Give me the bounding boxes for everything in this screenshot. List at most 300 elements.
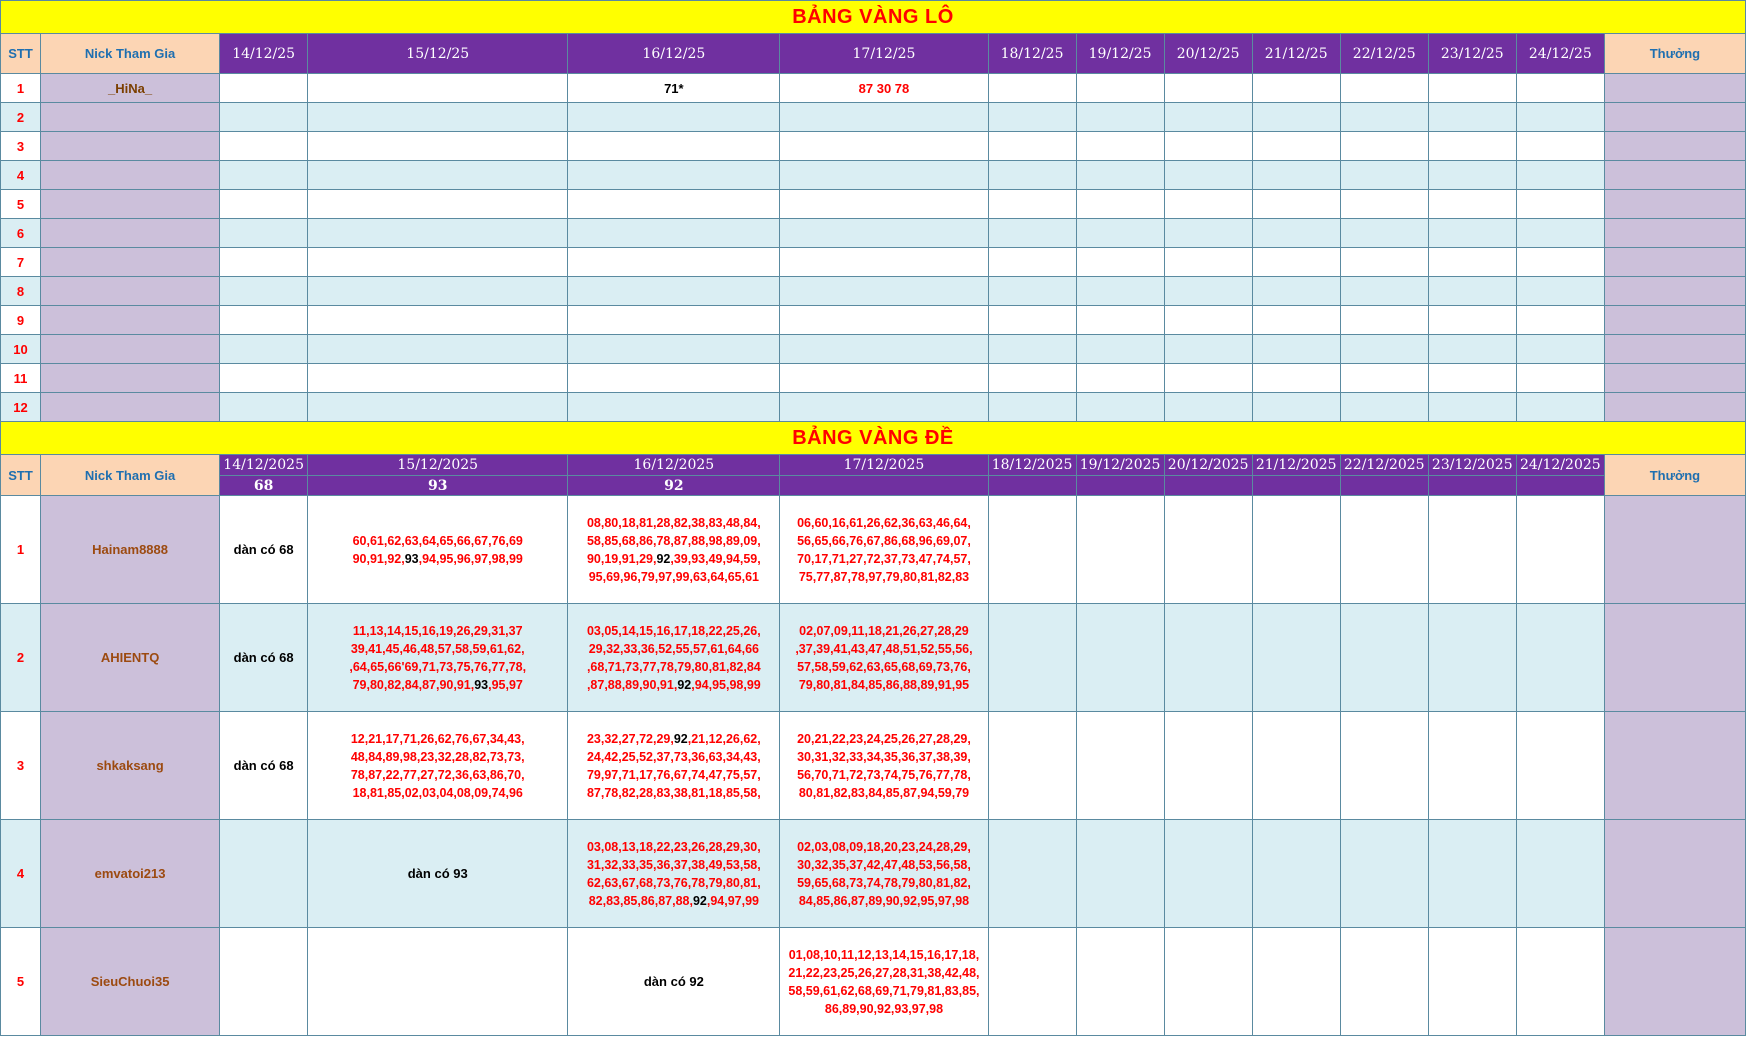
lo-row-cell[interactable]	[1076, 364, 1164, 393]
lo-row-cell[interactable]	[780, 393, 988, 422]
de-cell-15[interactable]	[308, 496, 568, 604]
lo-row-cell[interactable]	[1340, 74, 1428, 103]
lo-row-bonus	[1604, 306, 1745, 335]
de-header-stt: STT	[1, 455, 41, 496]
lo-header-date: 19/12/25	[1076, 34, 1164, 74]
de-title: BẢNG VÀNG ĐỀ	[1, 422, 1746, 455]
lo-row-bonus	[1604, 219, 1745, 248]
lo-row-cell[interactable]	[220, 306, 308, 335]
de-cell-19[interactable]	[1076, 496, 1164, 604]
lo-row-stt: 7	[1, 248, 41, 277]
lo-row	[1, 306, 1746, 335]
lo-row-cell[interactable]	[308, 248, 568, 277]
lo-row-cell[interactable]	[568, 306, 780, 335]
de-cell-16[interactable]	[568, 820, 780, 928]
lo-row-cell[interactable]	[780, 161, 988, 190]
lo-row-cell[interactable]	[308, 393, 568, 422]
de-cell-24[interactable]	[1516, 604, 1604, 712]
lo-row-cell[interactable]	[988, 190, 1076, 219]
lo-row-cell[interactable]	[1076, 277, 1164, 306]
de-body	[1, 496, 1746, 1036]
lo-row-cell[interactable]	[1252, 132, 1340, 161]
lo-row-bonus	[1604, 248, 1745, 277]
hit-number: 92	[692, 893, 707, 908]
lo-row-cell[interactable]	[1340, 335, 1428, 364]
lo-row-cell[interactable]	[1076, 132, 1164, 161]
lo-row-cell[interactable]	[1516, 103, 1604, 132]
lo-row-cell[interactable]	[1516, 161, 1604, 190]
lo-row-stt: 10	[1, 335, 41, 364]
lo-row-nick	[41, 306, 220, 335]
lo-row-cell[interactable]	[1516, 248, 1604, 277]
lo-row-cell[interactable]	[1516, 306, 1604, 335]
lo-row-cell[interactable]	[1164, 74, 1252, 103]
lo-row-cell[interactable]	[220, 161, 308, 190]
lo-row-cell[interactable]	[1428, 277, 1516, 306]
de-result: 93	[308, 476, 568, 496]
hit-number: 93	[474, 677, 489, 692]
lo-table	[0, 0, 1746, 422]
lo-row-cell[interactable]	[568, 364, 780, 393]
de-cell-22[interactable]	[1340, 820, 1428, 928]
lo-row-cell[interactable]	[568, 132, 780, 161]
de-row-nick: shkaksang	[41, 712, 220, 820]
de-row-stt: 1	[1, 496, 41, 604]
number-list: 08,80,18,81,28,82,38,83,48,84, 58,85,68,86,78,87,88,98,89,09, 90,19,91,29,	[586, 515, 761, 566]
de-cell-17[interactable]: 01,08,10,11,12,13,14,15,16,17,18, 21,22,23,25,26,27,28,31,38,42,48, 58,59,61,62,68,69,71,79,81,83,85, 86,89,90,92,93,97,98	[780, 928, 988, 1036]
de-header-bonus: Thưởng	[1604, 455, 1745, 496]
de-result	[780, 476, 988, 496]
de-cell-24[interactable]	[1516, 928, 1604, 1036]
lo-row-cell[interactable]	[988, 161, 1076, 190]
lo-row-cell[interactable]	[1076, 103, 1164, 132]
de-cell-15[interactable]	[308, 604, 568, 712]
de-cell-18[interactable]	[988, 496, 1076, 604]
lo-row-cell[interactable]	[1516, 364, 1604, 393]
lo-row-cell[interactable]	[1428, 132, 1516, 161]
lo-row-stt: 1	[1, 74, 41, 103]
lo-row-cell[interactable]	[988, 219, 1076, 248]
lo-row-cell[interactable]	[308, 364, 568, 393]
number-list: 60,61,62,63,64,65,66,67,76,69 90,91,92,	[352, 533, 523, 566]
lo-row	[1, 335, 1746, 364]
lo-row-cell[interactable]	[1076, 248, 1164, 277]
lo-row-cell[interactable]	[1252, 364, 1340, 393]
lo-row-cell[interactable]	[780, 364, 988, 393]
lo-row-cell[interactable]	[1076, 393, 1164, 422]
lo-title: BẢNG VÀNG LÔ	[1, 1, 1746, 34]
de-cell-21[interactable]	[1252, 820, 1340, 928]
lo-header-stt: STT	[1, 34, 41, 74]
hit-number: 92	[677, 677, 692, 692]
lo-row	[1, 190, 1746, 219]
lo-row-cell[interactable]	[1516, 190, 1604, 219]
lo-row-stt: 11	[1, 364, 41, 393]
lo-row-cell[interactable]	[1428, 74, 1516, 103]
lo-row-cell[interactable]	[780, 190, 988, 219]
lo-row-cell[interactable]	[308, 132, 568, 161]
lo-row-bonus	[1604, 132, 1745, 161]
lo-row-cell[interactable]	[1516, 335, 1604, 364]
lo-row-cell[interactable]	[220, 103, 308, 132]
lo-row-cell[interactable]	[1428, 219, 1516, 248]
de-result	[1164, 476, 1252, 496]
de-cell-19[interactable]	[1076, 928, 1164, 1036]
lo-row-cell[interactable]	[988, 393, 1076, 422]
lo-row-nick	[41, 248, 220, 277]
lo-row-cell[interactable]	[1340, 248, 1428, 277]
lo-row-cell[interactable]	[780, 103, 988, 132]
de-cell-22[interactable]	[1340, 712, 1428, 820]
de-result: 68	[220, 476, 308, 496]
de-row	[1, 496, 1746, 604]
de-result	[1516, 476, 1604, 496]
lo-row-cell[interactable]	[988, 364, 1076, 393]
de-cell-20[interactable]	[1164, 820, 1252, 928]
lo-row-bonus	[1604, 393, 1745, 422]
lo-header-date: 15/12/25	[308, 34, 568, 74]
lo-row-cell[interactable]	[1252, 74, 1340, 103]
lo-row-stt: 12	[1, 393, 41, 422]
de-header-date: 14/12/2025	[220, 455, 308, 476]
lo-row-cell[interactable]	[1164, 306, 1252, 335]
lo-row-cell[interactable]	[1428, 335, 1516, 364]
lo-row	[1, 219, 1746, 248]
de-result	[1252, 476, 1340, 496]
lo-row-cell[interactable]	[1076, 190, 1164, 219]
lo-row-cell[interactable]	[1516, 132, 1604, 161]
lo-row-cell[interactable]	[780, 219, 988, 248]
de-cell-19[interactable]	[1076, 604, 1164, 712]
lo-row-cell[interactable]	[568, 103, 780, 132]
de-cell-20[interactable]	[1164, 604, 1252, 712]
lo-row-cell[interactable]	[1516, 74, 1604, 103]
lo-row-cell[interactable]	[1340, 132, 1428, 161]
de-cell-23[interactable]	[1428, 928, 1516, 1036]
de-cell-14[interactable]	[220, 820, 308, 928]
number-list: ,95,97	[488, 677, 523, 692]
de-cell-20[interactable]	[1164, 712, 1252, 820]
lo-row	[1, 277, 1746, 306]
lo-header-date: 17/12/25	[780, 34, 988, 74]
de-cell-23[interactable]	[1428, 604, 1516, 712]
number-list: ,94,95,96,97,98,99	[418, 551, 523, 566]
lo-row-cell[interactable]	[1252, 306, 1340, 335]
lo-row-cell[interactable]	[1428, 393, 1516, 422]
lo-header-date: 23/12/25	[1428, 34, 1516, 74]
de-cell-24[interactable]	[1516, 496, 1604, 604]
lo-row	[1, 161, 1746, 190]
lo-row-cell[interactable]	[1076, 161, 1164, 190]
lo-row	[1, 103, 1746, 132]
lo-row-cell[interactable]	[988, 248, 1076, 277]
de-header-date: 17/12/2025	[780, 455, 988, 476]
lo-row-nick	[41, 277, 220, 306]
de-header-date: 15/12/2025	[308, 455, 568, 476]
de-row-bonus	[1604, 496, 1745, 604]
de-cell-23[interactable]	[1428, 820, 1516, 928]
lo-row-cell[interactable]	[988, 74, 1076, 103]
lo-row-cell[interactable]	[780, 306, 988, 335]
de-row-bonus	[1604, 820, 1745, 928]
lo-row-cell[interactable]	[1164, 161, 1252, 190]
lo-row-cell[interactable]	[308, 306, 568, 335]
lo-row-cell[interactable]	[568, 190, 780, 219]
de-row-stt: 5	[1, 928, 41, 1036]
lo-row-cell[interactable]	[1076, 335, 1164, 364]
lo-row-nick	[41, 190, 220, 219]
lo-row-stt: 4	[1, 161, 41, 190]
lo-row-cell[interactable]	[308, 161, 568, 190]
de-cell-17[interactable]: 06,60,16,61,26,62,36,63,46,64, 56,65,66,76,67,86,68,96,69,07, 70,17,71,27,72,37,73,47,74,57, 75,77,87,78,97,79,80,81,82,83	[780, 496, 988, 604]
de-cell-22[interactable]	[1340, 604, 1428, 712]
lo-row-cell[interactable]	[220, 190, 308, 219]
lo-row-cell[interactable]	[568, 335, 780, 364]
de-cell-21[interactable]	[1252, 928, 1340, 1036]
lo-row-cell[interactable]	[1340, 277, 1428, 306]
lo-header-bonus: Thưởng	[1604, 34, 1745, 74]
de-cell-14[interactable]: dàn có 68	[220, 604, 308, 712]
de-row	[1, 928, 1746, 1036]
de-result: 92	[568, 476, 780, 496]
de-row-nick: SieuChuoi35	[41, 928, 220, 1036]
lo-row-cell[interactable]	[220, 335, 308, 364]
de-cell-21[interactable]	[1252, 496, 1340, 604]
de-cell-20[interactable]	[1164, 928, 1252, 1036]
de-header-date: 22/12/2025	[1340, 455, 1428, 476]
lo-header-date: 20/12/25	[1164, 34, 1252, 74]
lo-row-nick	[41, 219, 220, 248]
lo-body	[1, 74, 1746, 422]
lo-row-cell[interactable]	[568, 161, 780, 190]
de-cell-16[interactable]	[568, 496, 780, 604]
lo-row-nick	[41, 393, 220, 422]
lo-row-cell[interactable]	[1340, 219, 1428, 248]
lo-row-cell[interactable]	[1164, 277, 1252, 306]
de-cell-24[interactable]	[1516, 712, 1604, 820]
lo-row-cell[interactable]	[1164, 248, 1252, 277]
de-cell-22[interactable]	[1340, 496, 1428, 604]
de-cell-16[interactable]	[568, 604, 780, 712]
de-cell-16[interactable]: dàn có 92	[568, 928, 780, 1036]
de-header-nick: Nick Tham Gia	[41, 455, 220, 496]
lo-row-cell[interactable]	[988, 103, 1076, 132]
lo-row-cell[interactable]	[780, 248, 988, 277]
lo-row-bonus	[1604, 277, 1745, 306]
number-list: 23,32,27,72,29,	[586, 731, 674, 746]
lo-row-cell[interactable]	[988, 306, 1076, 335]
lo-row	[1, 364, 1746, 393]
de-cell-23[interactable]	[1428, 712, 1516, 820]
lo-row-cell[interactable]	[220, 393, 308, 422]
lo-row-cell[interactable]	[308, 103, 568, 132]
de-cell-19[interactable]	[1076, 712, 1164, 820]
de-header-date: 16/12/2025	[568, 455, 780, 476]
lo-row-cell[interactable]	[1252, 393, 1340, 422]
lo-row-cell[interactable]	[1340, 393, 1428, 422]
de-cell-16[interactable]	[568, 712, 780, 820]
lo-row-cell[interactable]	[220, 74, 308, 103]
number-list: 03,08,13,18,22,23,26,28,29,30, 31,32,33,35,36,37,38,49,53,58, 62,63,67,68,73,76,78,79,80,81, 82,83,85,86,87,88,	[586, 839, 761, 908]
number-list: 12,21,17,71,26,62,76,67,34,43, 48,84,89,98,23,32,28,82,73,73, 78,87,22,77,27,72,36,63,86,70, 18,81,85,02,03,04,08,09,74,96	[350, 731, 525, 800]
de-header-date: 23/12/2025	[1428, 455, 1516, 476]
lo-row-cell[interactable]	[1428, 306, 1516, 335]
lo-row-cell[interactable]: 71*	[568, 74, 780, 103]
lo-row-nick	[41, 103, 220, 132]
lo-row-cell[interactable]	[1340, 190, 1428, 219]
de-cell-15[interactable]: dàn có 93	[308, 820, 568, 928]
de-row	[1, 712, 1746, 820]
lo-row-cell[interactable]	[780, 277, 988, 306]
number-list: ,21,12,26,62, 24,42,25,52,37,73,36,63,34,43, 79,97,71,17,76,67,74,47,75,57, 87,78,82,28,83,38,81,18,85,58,	[586, 731, 761, 800]
de-cell-14[interactable]	[220, 928, 308, 1036]
lo-row-cell[interactable]	[1428, 364, 1516, 393]
lo-row-cell[interactable]	[568, 393, 780, 422]
de-row-stt: 2	[1, 604, 41, 712]
de-cell-20[interactable]	[1164, 496, 1252, 604]
de-cell-24[interactable]	[1516, 820, 1604, 928]
lo-row-cell[interactable]	[308, 74, 568, 103]
lo-row-cell[interactable]	[1516, 219, 1604, 248]
lo-row-cell[interactable]	[308, 190, 568, 219]
lo-row-cell[interactable]: 87 30 78	[780, 74, 988, 103]
lo-row-stt: 3	[1, 132, 41, 161]
lo-row-cell[interactable]	[1252, 219, 1340, 248]
lo-row-bonus	[1604, 190, 1745, 219]
lo-row-nick: _HiNa_	[41, 74, 220, 103]
de-result	[1076, 476, 1164, 496]
lo-row-cell[interactable]	[1076, 306, 1164, 335]
de-row-nick: Hainam8888	[41, 496, 220, 604]
lo-row-cell[interactable]	[1076, 219, 1164, 248]
lo-row-cell[interactable]	[568, 248, 780, 277]
lo-row	[1, 393, 1746, 422]
de-header-date: 24/12/2025	[1516, 455, 1604, 476]
lo-row-bonus	[1604, 103, 1745, 132]
lo-row-cell[interactable]	[220, 219, 308, 248]
de-row-bonus	[1604, 712, 1745, 820]
lo-row-bonus	[1604, 74, 1745, 103]
de-cell-17[interactable]: 02,07,09,11,18,21,26,27,28,29 ,37,39,41,43,47,48,51,52,55,56, 57,58,59,62,63,65,68,69,73,76, 79,80,81,84,85,86,88,89,91,95	[780, 604, 988, 712]
de-cell-23[interactable]	[1428, 496, 1516, 604]
lo-row-cell[interactable]	[1428, 190, 1516, 219]
lo-row-cell[interactable]	[780, 132, 988, 161]
number-list: 11,13,14,15,16,19,26,29,31,37 39,41,45,46,48,57,58,59,61,62, ,64,65,66'69,71,73,75,76,77,78, 79,80,82,84,87,90,91,	[349, 623, 527, 692]
hit-number: 92	[673, 731, 688, 746]
de-cell-18[interactable]	[988, 928, 1076, 1036]
de-cell-22[interactable]	[1340, 928, 1428, 1036]
lo-row-cell[interactable]	[1164, 103, 1252, 132]
de-cell-14[interactable]: dàn có 68	[220, 496, 308, 604]
lo-row-cell[interactable]	[308, 335, 568, 364]
lo-row-cell[interactable]	[988, 335, 1076, 364]
de-cell-21[interactable]	[1252, 604, 1340, 712]
lo-row-bonus	[1604, 364, 1745, 393]
lo-row-cell[interactable]	[1164, 132, 1252, 161]
de-cell-21[interactable]	[1252, 712, 1340, 820]
lo-row-cell[interactable]	[1076, 74, 1164, 103]
lo-row-cell[interactable]	[1252, 248, 1340, 277]
lo-row-cell[interactable]	[1428, 161, 1516, 190]
lo-row-cell[interactable]	[1164, 393, 1252, 422]
lo-row-cell[interactable]	[1164, 364, 1252, 393]
de-table	[0, 421, 1746, 1036]
lo-row-stt: 9	[1, 306, 41, 335]
lo-row-cell[interactable]	[1340, 103, 1428, 132]
lo-row-cell[interactable]	[568, 277, 780, 306]
de-result	[988, 476, 1076, 496]
lo-row-cell[interactable]	[220, 132, 308, 161]
de-row-stt: 4	[1, 820, 41, 928]
lo-row-cell[interactable]	[1340, 161, 1428, 190]
lo-row-cell[interactable]	[1340, 364, 1428, 393]
lo-row-cell[interactable]	[568, 219, 780, 248]
lo-row-cell[interactable]	[1428, 248, 1516, 277]
de-row	[1, 604, 1746, 712]
de-header-date: 19/12/2025	[1076, 455, 1164, 476]
lo-row-cell[interactable]	[220, 248, 308, 277]
lo-row-cell[interactable]	[308, 277, 568, 306]
hit-number: 92	[656, 551, 671, 566]
de-cell-14[interactable]: dàn có 68	[220, 712, 308, 820]
de-cell-17[interactable]: 02,03,08,09,18,20,23,24,28,29, 30,32,35,37,42,47,48,53,56,58, 59,65,68,73,74,78,79,80,81,82, 84,85,86,87,89,90,92,95,97,98	[780, 820, 988, 928]
de-result	[1428, 476, 1516, 496]
lo-row	[1, 74, 1746, 103]
de-header-date: 20/12/2025	[1164, 455, 1252, 476]
lo-row-cell[interactable]	[220, 277, 308, 306]
lo-row-cell[interactable]	[988, 277, 1076, 306]
de-row-bonus	[1604, 604, 1745, 712]
lo-row-cell[interactable]	[308, 219, 568, 248]
lo-row	[1, 132, 1746, 161]
lo-row-nick	[41, 335, 220, 364]
de-cell-15[interactable]	[308, 712, 568, 820]
de-row-stt: 3	[1, 712, 41, 820]
lo-row-cell[interactable]	[1252, 103, 1340, 132]
de-cell-19[interactable]	[1076, 820, 1164, 928]
number-list: ,39,93,49,94,59, 95,69,96,79,97,99,63,64,65,61	[588, 551, 761, 584]
lo-row-nick	[41, 364, 220, 393]
de-cell-18[interactable]	[988, 604, 1076, 712]
lo-header-nick: Nick Tham Gia	[41, 34, 220, 74]
lo-row-cell[interactable]	[780, 335, 988, 364]
lo-row-cell[interactable]	[1252, 335, 1340, 364]
lo-row-cell[interactable]	[1164, 219, 1252, 248]
lo-row-cell[interactable]	[1252, 190, 1340, 219]
de-cell-15[interactable]	[308, 928, 568, 1036]
lo-row-cell[interactable]	[1428, 103, 1516, 132]
number-list: ,94,95,98,99	[691, 677, 761, 692]
lo-row-bonus	[1604, 335, 1745, 364]
de-cell-17[interactable]: 20,21,22,23,24,25,26,27,28,29, 30,31,32,33,34,35,36,37,38,39, 56,70,71,72,73,74,75,76,77,78, 80,81,82,83,84,85,87,94,59,79	[780, 712, 988, 820]
lo-row	[1, 248, 1746, 277]
de-cell-18[interactable]	[988, 820, 1076, 928]
lo-row-cell[interactable]	[1340, 306, 1428, 335]
number-list: ,94,97,99	[706, 893, 759, 908]
lo-row-cell[interactable]	[988, 132, 1076, 161]
lo-row-cell[interactable]	[1516, 277, 1604, 306]
lo-row-cell[interactable]	[1164, 190, 1252, 219]
lo-row-cell[interactable]	[1516, 393, 1604, 422]
number-list: 03,05,14,15,16,17,18,22,25,26, 29,32,33,36,52,55,57,61,64,66 ,68,71,73,77,78,79,80,81,82,84 ,87,88,89,90,91,	[586, 623, 761, 692]
lo-row-cell[interactable]	[1164, 335, 1252, 364]
lo-row-cell[interactable]	[1252, 161, 1340, 190]
de-cell-18[interactable]	[988, 712, 1076, 820]
lo-row-cell[interactable]	[1252, 277, 1340, 306]
lo-header-date: 22/12/25	[1340, 34, 1428, 74]
lo-row-nick	[41, 161, 220, 190]
lo-row-cell[interactable]	[220, 364, 308, 393]
